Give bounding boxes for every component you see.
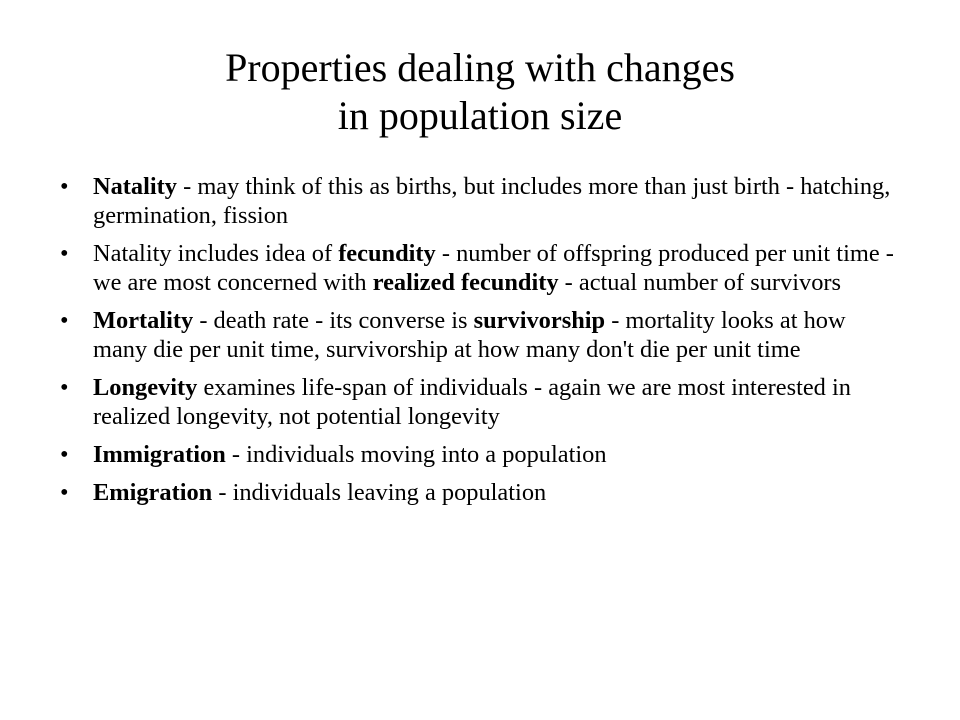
bullet-emigration xyxy=(60,478,900,507)
bullet-mortality xyxy=(60,306,900,364)
bullet-text: - actual number of survivors xyxy=(558,269,842,296)
bullet-text: - may think of this as births, but includes more than just birth - hatching, germination, fission xyxy=(93,173,891,229)
bullet-text: - number of offspring produced per unit time - we are most concerned with xyxy=(93,240,894,296)
bullet-fecundity xyxy=(60,239,900,297)
bullet-text: - death rate - its converse is xyxy=(193,307,474,334)
term-immigration: Immigration xyxy=(93,441,226,468)
term-survivorship: survivorship xyxy=(473,307,606,334)
bullet-natality xyxy=(60,172,900,230)
bullet-marker: • xyxy=(60,173,69,200)
bullet-text: examines life-span of individuals - again we are most interested in realized longevity, not potential longevity xyxy=(93,374,851,430)
bullet-marker: • xyxy=(60,441,69,468)
bullet-marker: • xyxy=(60,307,69,334)
term-longevity: Longevity xyxy=(93,374,198,401)
bullet-list xyxy=(60,172,900,516)
bullet-marker: • xyxy=(60,479,69,506)
term-mortality: Mortality xyxy=(93,307,194,334)
bullet-longevity xyxy=(60,373,900,431)
bullet-marker: • xyxy=(60,240,69,267)
title-line-1: Properties dealing with changes xyxy=(225,45,735,90)
bullet-text: - individuals leaving a population xyxy=(212,479,547,506)
bullet-text: - individuals moving into a population xyxy=(225,441,607,468)
bullet-text: Natality includes idea of xyxy=(93,240,339,267)
bullet-marker: • xyxy=(60,374,69,401)
bullet-text: - mortality looks at how many die per unit time, survivorship at how many don't die per unit time xyxy=(93,307,846,363)
term-realized-fecundity: realized fecundity xyxy=(372,269,559,296)
term-natality: Natality xyxy=(93,173,177,200)
term-emigration: Emigration xyxy=(93,479,213,506)
slide-title xyxy=(0,44,960,140)
title-line-2: in population size xyxy=(337,93,623,138)
bullet-immigration xyxy=(60,440,900,469)
term-fecundity: fecundity xyxy=(338,240,436,267)
